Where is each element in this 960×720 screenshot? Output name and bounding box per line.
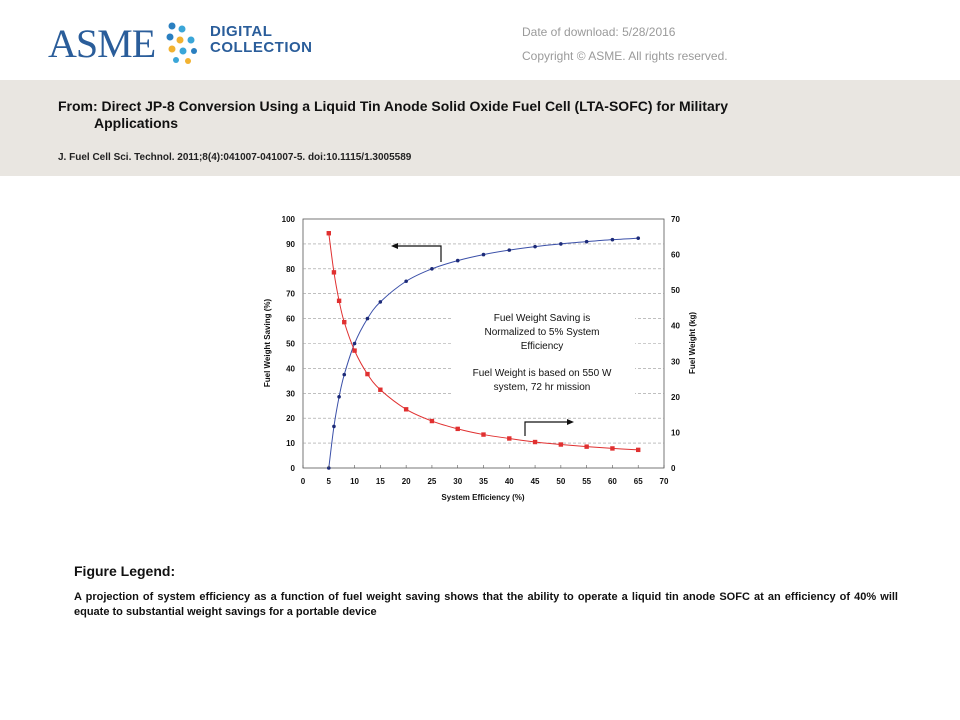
y-left-axis-label: Fuel Weight Saving (%)	[263, 298, 272, 388]
y-left-tick-label: 20	[286, 414, 295, 424]
series-2-point	[456, 427, 460, 431]
x-tick-label: 40	[504, 477, 514, 486]
series-2-point	[332, 270, 336, 274]
series-2-point	[430, 419, 434, 423]
series-1-point	[404, 279, 408, 283]
x-tick-label: 5	[326, 477, 332, 486]
article-title-line1: From: Direct JP-8 Conversion Using a Liquid Tin Anode Solid Oxide Fuel Cell (LTA-SOFC) for Military	[58, 98, 728, 114]
series-2-point	[610, 446, 614, 450]
y-left-tick-label: 60	[286, 314, 295, 324]
annotation-line-1: Fuel Weight Saving is	[493, 313, 591, 324]
download-date: 5/28/2016	[622, 25, 676, 39]
series-1-point	[379, 300, 383, 304]
series-1-point	[559, 242, 563, 246]
series-2-point	[559, 442, 563, 446]
series-2-point	[507, 436, 511, 440]
figure-legend-body: A projection of system efficiency as a function of fuel weight saving shows that the ability to operate a liquid tin anode SOFC at an efficiency of 40% will equate to substantial weight savings for a portable device	[74, 591, 898, 618]
y-left-tick-label: 10	[286, 439, 295, 449]
series-2-point	[327, 231, 331, 235]
x-tick-label: 15	[375, 477, 385, 486]
y-left-tick-label: 30	[286, 389, 295, 399]
x-tick-label: 70	[659, 477, 669, 486]
series-1-point	[332, 425, 336, 429]
asme-logo	[48, 8, 328, 68]
series-2-point	[636, 448, 640, 452]
y-right-tick-label: 40	[671, 321, 680, 331]
series-1-point	[456, 259, 460, 263]
series-1-point	[507, 248, 511, 252]
series-2-point	[342, 320, 346, 324]
series-1-point	[585, 240, 589, 244]
series-2-point	[404, 407, 408, 411]
logo-dots-icon	[166, 20, 202, 66]
logo-wordmark: ASME	[48, 21, 156, 66]
y-left-tick-label: 90	[286, 239, 295, 249]
y-left-tick-label: 100	[281, 215, 295, 224]
annotation-line-5: system, 72 hr mission	[493, 382, 591, 393]
y-right-tick-label: 60	[671, 250, 680, 260]
y-left-tick-label: 80	[286, 264, 295, 274]
series-1-point	[482, 253, 486, 257]
y-left-tick-label: 70	[286, 289, 295, 299]
download-label: Date of download:	[522, 25, 619, 39]
x-tick-label: 30	[453, 477, 463, 486]
y-left-tick-label: 40	[286, 364, 295, 374]
x-tick-label: 25	[427, 477, 437, 486]
x-tick-label: 65	[633, 477, 643, 486]
y-right-tick-label: 50	[671, 286, 680, 296]
annotation-line-2: Normalized to 5% System	[484, 327, 600, 338]
y-right-tick-label: 0	[671, 464, 676, 473]
series-1-point	[366, 317, 370, 321]
series-2-point	[533, 440, 537, 444]
annotation-line-4: Fuel Weight is based on 550 W	[472, 368, 612, 379]
y-right-tick-label: 70	[671, 215, 680, 224]
y-right-tick-labels	[671, 215, 680, 473]
efficiency-chart	[255, 200, 697, 520]
article-title-line2: Applications	[94, 115, 179, 131]
x-tick-label: 50	[556, 477, 566, 486]
series-1-point	[430, 267, 434, 271]
y-right-tick-label: 30	[671, 357, 680, 367]
series-2-point	[481, 432, 485, 436]
series-2-point	[337, 299, 341, 303]
download-meta	[522, 20, 728, 68]
x-axis-label: System Efficiency (%)	[441, 493, 525, 502]
y-right-tick-label: 10	[671, 428, 680, 438]
article-title-band	[0, 80, 960, 176]
y-right-axis-label: Fuel Weight (kg)	[688, 311, 697, 375]
figure-legend-title: Figure Legend:	[74, 563, 176, 579]
x-tick-label: 10	[350, 477, 360, 486]
download-date-line	[522, 20, 728, 44]
series-2-point	[365, 372, 369, 376]
y-left-tick-label: 0	[290, 464, 295, 473]
x-tick-label: 60	[607, 477, 617, 486]
y-right-tick-label: 20	[671, 392, 680, 402]
x-tick-label: 55	[582, 477, 592, 486]
series-1-point	[337, 395, 341, 399]
article-citation: J. Fuel Cell Sci. Technol. 2011;8(4):041007-041007-5. doi:10.1115/1.3005589	[58, 152, 412, 163]
annotation-line-3: Efficiency	[520, 341, 564, 352]
x-tick-label: 20	[401, 477, 411, 486]
copyright-text: Copyright © ASME. All rights reserved.	[522, 49, 728, 63]
x-tick-label: 35	[479, 477, 488, 486]
article-title	[58, 98, 898, 132]
series-2-point	[352, 348, 356, 352]
series-2-point	[378, 388, 382, 392]
y-left-tick-label: 50	[286, 339, 295, 349]
series-1-point	[611, 238, 615, 242]
series-1-point	[636, 236, 640, 240]
series-1-point	[533, 245, 537, 249]
logo-digital-collection	[210, 24, 313, 56]
series-2-point	[584, 444, 588, 448]
logo-collection-text: COLLECTION	[210, 39, 313, 56]
x-tick-label: 45	[530, 477, 540, 486]
logo-digital-text: DIGITAL	[210, 23, 273, 40]
series-1-point	[353, 342, 357, 346]
x-tick-label: 0	[300, 477, 306, 486]
series-1-point	[342, 373, 346, 377]
y-left-tick-labels	[282, 215, 296, 473]
